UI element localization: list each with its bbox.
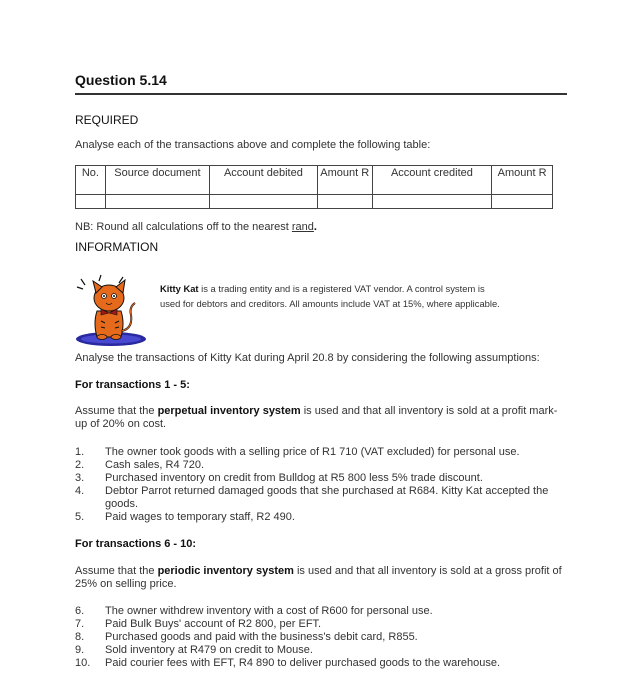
- list-item: 7. Paid Bulk Buys' account of R2 800, per EFT.: [75, 618, 322, 630]
- transactions-list-1: [75, 446, 569, 524]
- transactions-list-2: [75, 605, 569, 670]
- company-intro: [160, 281, 500, 311]
- col-amount-credit: Amount R: [492, 166, 553, 195]
- list-item: 5. Paid wages to temporary staff, R2 490.: [75, 511, 295, 523]
- list-item: 3. Purchased inventory on credit from Bulldog at R5 800 less 5% trade discount.: [75, 472, 483, 484]
- nb-prefix: NB:: [75, 221, 94, 233]
- list-item: 6. The owner withdrew inventory with a cost of R600 for personal use.: [75, 605, 433, 617]
- list-item: 4. Debtor Parrot returned damaged goods that she purchased at R684. Kitty Kat accepted the goods.: [75, 485, 549, 510]
- assumption-system: perpetual inventory system: [157, 405, 301, 417]
- table-header-row: [76, 166, 553, 195]
- nb-note: [75, 221, 317, 233]
- information-heading: INFORMATION: [75, 240, 159, 254]
- instruction-text: Analyse each of the transactions above and complete the following table:: [75, 139, 431, 151]
- section2-assumption: [75, 565, 569, 591]
- question-title: Question 5.14: [75, 72, 167, 88]
- intro-line-1: is a trading entity and is a registered VAT vendor. A control system is: [201, 283, 485, 294]
- assumption-suffix: is used and that all inventory is sold at a gross profit of 25% on selling price.: [75, 565, 562, 590]
- intro-line-2: used for debtors and creditors. All amounts include VAT at 15%, where applicable.: [160, 298, 500, 309]
- nb-text: Round all calculations off to the nearest: [96, 221, 289, 233]
- list-item: 10. Paid courier fees with EFT, R4 890 to deliver purchased goods to the warehouse.: [75, 657, 501, 669]
- section1-heading: For transactions 1 - 5:: [75, 379, 190, 391]
- table-cell[interactable]: [76, 195, 106, 209]
- required-heading: REQUIRED: [75, 113, 139, 127]
- list-item: 9. Sold inventory at R479 on credit to Mouse.: [75, 644, 313, 656]
- nb-end: .: [313, 221, 317, 233]
- col-amount-debit: Amount R: [317, 166, 372, 195]
- table-cell[interactable]: [317, 195, 372, 209]
- assumption-system: periodic inventory system: [157, 565, 294, 577]
- assumption-suffix: is used and that all inventory is sold at a profit mark-up of 20% on cost.: [75, 405, 558, 430]
- assumption-prefix: Assume that the: [75, 405, 155, 417]
- table-cell[interactable]: [105, 195, 209, 209]
- analyse-text: Analyse the transactions of Kitty Kat during April 20.8 by considering the following assumptions:: [75, 352, 540, 364]
- col-account-credited: Account credited: [372, 166, 492, 195]
- section1-assumption: [75, 405, 567, 431]
- cat-illustration: [75, 271, 147, 347]
- table-cell[interactable]: [492, 195, 553, 209]
- nb-underlined-word: rand: [291, 221, 314, 233]
- table-row: [76, 195, 553, 209]
- assumption-prefix: Assume that the: [75, 565, 155, 577]
- table-cell[interactable]: [372, 195, 492, 209]
- list-item: 1. The owner took goods with a selling price of R1 710 (VAT excluded) for personal use.: [75, 446, 520, 458]
- section2-heading: For transactions 6 - 10:: [75, 538, 197, 550]
- answer-table: [75, 165, 553, 209]
- table-cell[interactable]: [209, 195, 317, 209]
- col-account-debited: Account debited: [209, 166, 317, 195]
- list-item: 8. Purchased goods and paid with the business's debit card, R855.: [75, 631, 418, 643]
- col-source-document: Source document: [105, 166, 209, 195]
- company-name: Kitty Kat: [160, 283, 199, 294]
- title-divider: [75, 93, 567, 95]
- list-item: 2. Cash sales, R4 720.: [75, 459, 205, 471]
- col-no: No.: [76, 166, 106, 195]
